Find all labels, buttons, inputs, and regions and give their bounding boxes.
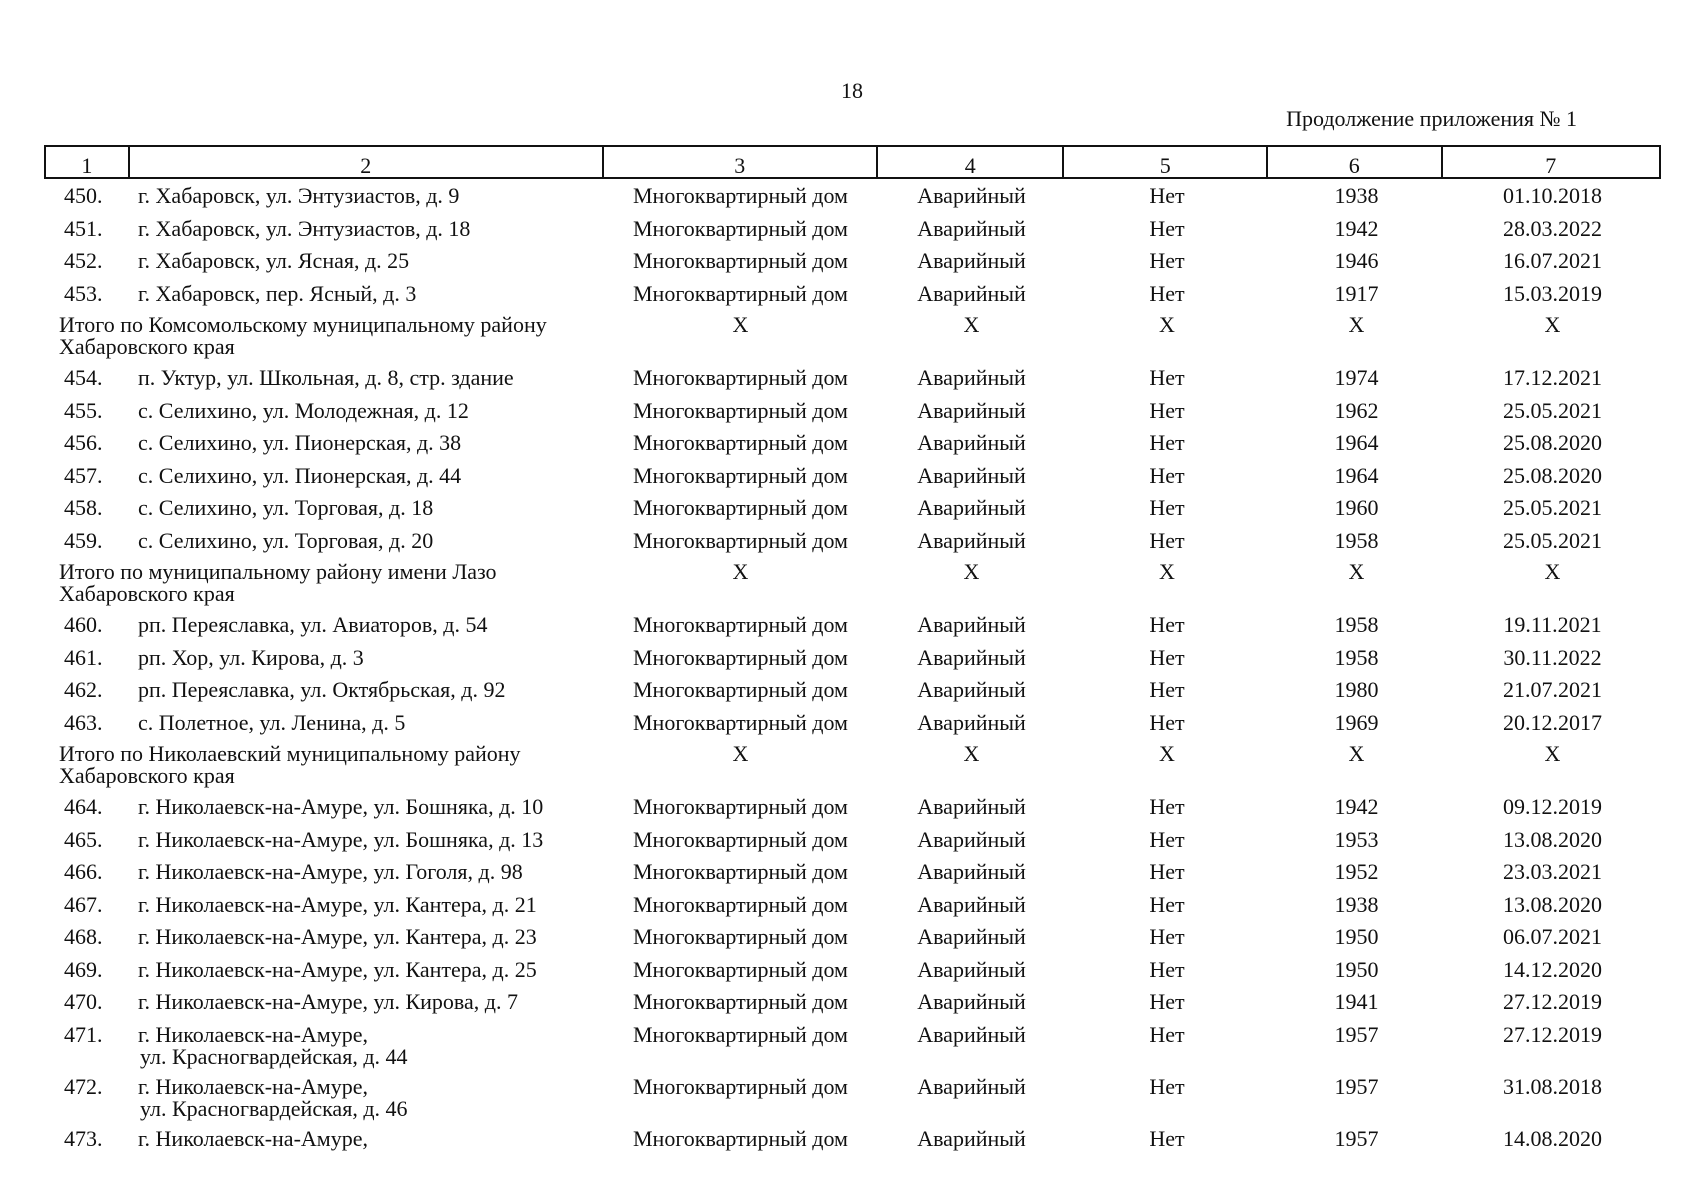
row-year: 1964 [1334,462,1379,488]
row-number: 458. [64,495,103,520]
table-row [44,646,1661,670]
row-date: 27.12.2019 [1503,989,1602,1014]
subtotal-label-line: Хабаровского края [59,334,235,359]
row-condition: Аварийный [917,1073,1026,1099]
column-header-5: 5 [1064,147,1268,177]
row-address [128,184,603,208]
row-building-type: Многоквартирный дом [633,924,848,949]
row-address [128,249,603,273]
row-condition: Аварийный [917,794,1026,819]
row-number: 460. [64,612,103,637]
address-line: с. Селихино, ул. Торговая, д. 18 [138,495,434,520]
row-address [128,795,603,819]
row-flag: Нет [1149,644,1185,670]
row-year: 1952 [1334,859,1379,884]
row-condition: Аварийный [917,215,1026,241]
table-row [44,958,1661,982]
table-row [44,613,1661,637]
table-row [44,925,1661,949]
row-building-type: Многоквартирный дом [633,826,848,852]
table-row [44,282,1661,306]
row-building-type: Многоквартирный дом [633,397,848,423]
row-building-type: Многоквартирный дом [633,989,848,1014]
row-condition: Аварийный [917,183,1026,208]
row-number: 463. [64,709,103,735]
row-flag: Нет [1149,612,1185,637]
row-flag: Нет [1149,794,1185,819]
row-condition: Аварийный [917,924,1026,949]
row-number: 455. [64,397,103,423]
address-line: ул. Красногвардейская, д. 46 [140,1095,408,1121]
row-date: 16.07.2021 [1503,248,1602,273]
row-address [128,496,603,520]
row-date: 28.03.2022 [1503,215,1602,241]
row-flag: Нет [1149,280,1185,306]
row-year: 1957 [1334,1125,1379,1151]
column-header-1: 1 [46,147,130,177]
row-number: 454. [64,365,103,390]
address-line: г. Николаевск-на-Амуре, [138,1073,368,1099]
row-year: 1938 [1334,183,1379,208]
subtotal-mark: X [1159,741,1175,766]
row-address [128,464,603,488]
row-building-type: Многоквартирный дом [633,462,848,488]
table-row [44,795,1661,819]
row-number: 456. [64,430,103,455]
subtotal-mark: X [1348,312,1365,337]
subtotal-row [44,314,1661,358]
row-building-type: Многоквартирный дом [633,891,848,917]
subtotal-mark: X [1544,559,1561,584]
table-body [44,184,1661,1159]
row-flag: Нет [1149,891,1185,917]
address-line: г. Николаевск-на-Амуре, ул. Кантера, д. 23 [138,924,537,949]
row-year: 1969 [1334,709,1379,735]
page-number: 18 [841,78,863,103]
row-condition: Аварийный [917,397,1026,423]
address-line: г. Хабаровск, ул. Энтузиастов, д. 9 [138,183,460,208]
address-line: рп. Переяславка, ул. Авиаторов, д. 54 [138,612,488,637]
row-address [128,925,603,949]
row-building-type: Многоквартирный дом [633,280,848,306]
row-flag: Нет [1149,527,1185,553]
subtotal-mark: X [1159,559,1175,584]
subtotal-mark: X [1544,312,1561,337]
row-address [128,399,603,423]
row-number: 465. [64,826,103,852]
row-year: 1917 [1334,280,1379,306]
column-header-7: 7 [1545,153,1557,177]
table-row [44,893,1661,917]
row-date: 19.11.2021 [1503,612,1602,637]
row-year: 1946 [1334,248,1379,273]
column-header-2: 2 [130,147,604,177]
row-number: 461. [64,644,103,670]
subtotal-label [44,743,603,787]
row-flag: Нет [1149,989,1185,1014]
row-address [128,893,603,917]
subtotal-mark: X [732,741,749,766]
row-number: 466. [64,859,103,884]
row-condition: Аварийный [917,1125,1026,1151]
row-building-type: Многоквартирный дом [633,248,848,273]
table-row [44,1075,1661,1119]
address-line: г. Хабаровск, ул. Ясная, д. 25 [138,248,410,273]
subtotal-mark: X [1348,741,1365,766]
row-address [128,613,603,637]
row-number: 457. [64,462,103,488]
row-building-type: Многоквартирный дом [633,430,848,455]
row-date: 25.05.2021 [1503,397,1602,423]
table-row [44,990,1661,1014]
row-year: 1942 [1334,215,1379,241]
address-line: г. Николаевск-на-Амуре, ул. Гоголя, д. 98 [138,859,523,884]
row-number: 471. [64,1021,103,1047]
address-line: г. Хабаровск, пер. Ясный, д. 3 [138,280,417,306]
table-row [44,217,1661,241]
row-date: 14.12.2020 [1503,956,1602,982]
row-address [128,217,603,241]
row-flag: Нет [1149,495,1185,520]
subtotal-row [44,561,1661,605]
table-row [44,399,1661,423]
row-flag: Нет [1149,1021,1185,1047]
subtotal-row [44,743,1661,787]
table-row [44,828,1661,852]
row-condition: Аварийный [917,462,1026,488]
subtotal-label-line: Итого по муниципальному району имени Лазо [59,559,497,584]
row-flag: Нет [1149,1073,1185,1099]
row-building-type: Многоквартирный дом [633,183,848,208]
row-number: 462. [64,677,103,702]
row-number: 451. [64,215,103,241]
row-year: 1958 [1334,644,1379,670]
table-row [44,678,1661,702]
address-line: с. Селихино, ул. Торговая, д. 20 [138,527,434,553]
address-line: г. Николаевск-на-Амуре, [138,1125,368,1151]
row-condition: Аварийный [917,495,1026,520]
row-condition: Аварийный [917,1021,1026,1047]
row-building-type: Многоквартирный дом [633,495,848,520]
address-line: с. Селихино, ул. Пионерская, д. 38 [138,430,462,455]
table-header [44,145,1661,179]
row-building-type: Многоквартирный дом [633,794,848,819]
row-date: 25.08.2020 [1503,430,1602,455]
row-address [128,860,603,884]
row-year: 1941 [1334,989,1379,1014]
row-flag: Нет [1149,956,1185,982]
row-date: 09.12.2019 [1503,794,1602,819]
subtotal-mark: X [732,559,749,584]
row-condition: Аварийный [917,989,1026,1014]
subtotal-label [44,314,603,358]
row-condition: Аварийный [917,248,1026,273]
row-address [128,1127,603,1151]
row-date: 27.12.2019 [1503,1021,1602,1047]
row-building-type: Многоквартирный дом [633,859,848,884]
address-line: ул. Красногвардейская, д. 44 [140,1043,408,1069]
row-address [128,646,603,670]
row-address [128,1075,603,1119]
row-flag: Нет [1149,677,1185,702]
row-date: 14.08.2020 [1503,1125,1602,1151]
address-line: г. Николаевск-на-Амуре, ул. Кирова, д. 7 [138,989,518,1014]
row-year: 1958 [1334,612,1379,637]
row-year: 1974 [1334,365,1379,390]
row-building-type: Многоквартирный дом [633,1073,848,1099]
row-flag: Нет [1149,924,1185,949]
row-building-type: Многоквартирный дом [633,709,848,735]
table-row [44,1023,1661,1067]
row-number: 473. [64,1125,103,1151]
row-condition: Аварийный [917,826,1026,852]
row-condition: Аварийный [917,891,1026,917]
column-header-3: 3 [604,147,878,177]
row-building-type: Многоквартирный дом [633,612,848,637]
row-condition: Аварийный [917,365,1026,390]
row-date: 17.12.2021 [1503,365,1602,390]
row-date: 31.08.2018 [1503,1073,1602,1099]
row-date: 30.11.2022 [1503,644,1602,670]
row-year: 1938 [1334,891,1379,917]
row-flag: Нет [1149,1125,1185,1151]
table-row [44,464,1661,488]
row-flag: Нет [1149,248,1185,273]
subtotal-mark: X [963,559,980,584]
row-year: 1957 [1334,1073,1379,1099]
row-year: 1942 [1334,794,1379,819]
row-building-type: Многоквартирный дом [633,644,848,670]
row-number: 467. [64,891,103,917]
row-condition: Аварийный [917,859,1026,884]
row-flag: Нет [1149,709,1185,735]
row-building-type: Многоквартирный дом [633,1021,848,1047]
subtotal-mark: X [1544,741,1561,766]
address-line: г. Хабаровск, ул. Энтузиастов, д. 18 [138,215,471,241]
row-building-type: Многоквартирный дом [633,677,848,702]
address-line: г. Николаевск-на-Амуре, ул. Кантера, д. 25 [138,956,537,982]
address-line: г. Николаевск-на-Амуре, [138,1021,368,1047]
continuation-note: Продолжение приложения № 1 [1286,106,1577,131]
row-condition: Аварийный [917,612,1026,637]
row-number: 470. [64,989,103,1014]
table-row [44,496,1661,520]
table-row [44,431,1661,455]
row-address [128,711,603,735]
row-address [128,431,603,455]
row-date: 23.03.2021 [1503,859,1602,884]
row-year: 1957 [1334,1021,1379,1047]
row-building-type: Многоквартирный дом [633,1125,848,1151]
row-condition: Аварийный [917,644,1026,670]
row-number: 452. [64,248,103,273]
row-address [128,958,603,982]
address-line: г. Николаевск-на-Амуре, ул. Бошняка, д. 10 [138,794,544,819]
row-number: 469. [64,956,103,982]
subtotal-label-line: Хабаровского края [59,581,235,606]
row-number: 459. [64,527,103,553]
subtotal-label-line: Итого по Николаевский муниципальному району [59,741,521,766]
subtotal-mark: X [963,312,980,337]
row-date: 20.12.2017 [1503,709,1602,735]
row-condition: Аварийный [917,956,1026,982]
row-address [128,366,603,390]
subtotal-label-line: Итого по Комсомольскому муниципальному району [59,312,547,337]
address-line: рп. Хор, ул. Кирова, д. 3 [138,644,364,670]
subtotal-mark: X [963,741,980,766]
subtotal-label-line: Хабаровского края [59,763,235,788]
row-date: 15.03.2019 [1503,280,1602,306]
row-date: 13.08.2020 [1503,891,1602,917]
row-building-type: Многоквартирный дом [633,365,848,390]
row-address [128,282,603,306]
address-line: с. Полетное, ул. Ленина, д. 5 [138,709,406,735]
table-row [44,529,1661,553]
row-year: 1953 [1334,826,1379,852]
row-address [128,990,603,1014]
row-condition: Аварийный [917,280,1026,306]
row-flag: Нет [1149,215,1185,241]
row-date: 01.10.2018 [1503,183,1602,208]
column-header-4: 4 [878,147,1065,177]
row-date: 25.08.2020 [1503,462,1602,488]
row-building-type: Многоквартирный дом [633,215,848,241]
row-date: 25.05.2021 [1503,495,1602,520]
address-line: с. Селихино, ул. Молодежная, д. 12 [138,397,469,423]
row-flag: Нет [1149,859,1185,884]
row-year: 1958 [1334,527,1379,553]
row-date: 13.08.2020 [1503,826,1602,852]
row-number: 468. [64,924,103,949]
table-row [44,366,1661,390]
table-row [44,249,1661,273]
table-row [44,184,1661,208]
row-flag: Нет [1149,462,1185,488]
row-date: 06.07.2021 [1503,924,1602,949]
row-year: 1950 [1334,956,1379,982]
row-flag: Нет [1149,365,1185,390]
row-number: 464. [64,794,103,819]
table-row [44,711,1661,735]
address-line: с. Селихино, ул. Пионерская, д. 44 [138,462,462,488]
row-condition: Аварийный [917,527,1026,553]
row-condition: Аварийный [917,709,1026,735]
subtotal-label [44,561,603,605]
row-address [128,529,603,553]
row-building-type: Многоквартирный дом [633,956,848,982]
table-row [44,1127,1661,1151]
row-flag: Нет [1149,430,1185,455]
column-header-6: 6 [1268,147,1443,177]
row-flag: Нет [1149,183,1185,208]
row-year: 1964 [1334,430,1379,455]
row-building-type: Многоквартирный дом [633,527,848,553]
row-year: 1950 [1334,924,1379,949]
row-flag: Нет [1149,397,1185,423]
address-line: рп. Переяславка, ул. Октябрьская, д. 92 [138,677,506,702]
row-address [128,828,603,852]
address-line: г. Николаевск-на-Амуре, ул. Бошняка, д. 13 [138,826,544,852]
address-line: п. Уктур, ул. Школьная, д. 8, стр. здание [138,365,514,390]
row-year: 1980 [1334,677,1379,702]
row-condition: Аварийный [917,430,1026,455]
table-row [44,860,1661,884]
row-number: 453. [64,280,103,306]
row-year: 1962 [1334,397,1379,423]
row-address [128,1023,603,1067]
subtotal-mark: X [732,312,749,337]
row-address [128,678,603,702]
row-date: 25.05.2021 [1503,527,1602,553]
address-line: г. Николаевск-на-Амуре, ул. Кантера, д. 21 [138,891,537,917]
row-number: 450. [64,183,103,208]
row-flag: Нет [1149,826,1185,852]
subtotal-mark: X [1348,559,1365,584]
row-year: 1960 [1334,495,1379,520]
row-date: 21.07.2021 [1503,677,1602,702]
row-number: 472. [64,1073,103,1099]
row-condition: Аварийный [917,677,1026,702]
subtotal-mark: X [1159,312,1175,337]
